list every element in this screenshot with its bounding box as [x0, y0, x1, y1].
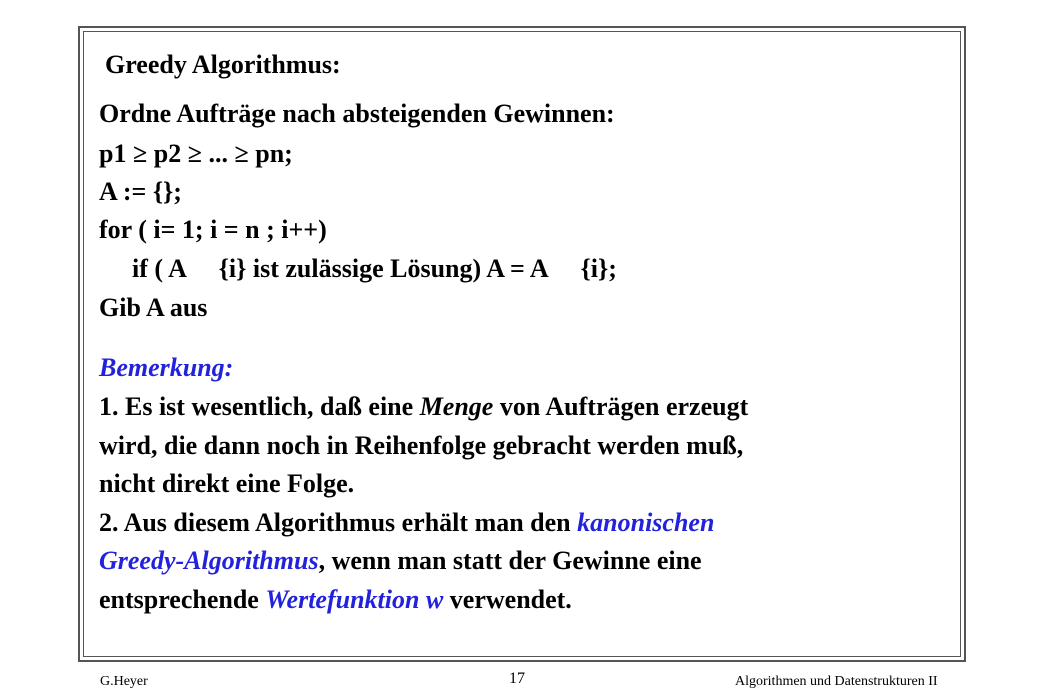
remark-term-wertefunktion: Wertefunktion w [265, 585, 444, 614]
algorithm-line-2: p1 ≥ p2 ≥ ... ≥ pn; [99, 139, 293, 168]
algorithm-line-4: for ( i= 1; i = n ; i++) [99, 215, 327, 244]
algorithm-line-1: Ordne Aufträge nach absteigenden Gewinnen: [99, 99, 615, 128]
remark-paragraph-1-line-3: nicht direkt eine Folge. [99, 469, 355, 498]
remark-paragraph-2-line-1 [99, 505, 714, 541]
algorithm-line-3: A := {}; [99, 177, 182, 206]
remark-text: , wenn man statt der Gewinne eine [318, 546, 702, 575]
remark-text: 1. Es ist wesentlich, daß eine [99, 392, 420, 421]
remark-paragraph-1-line-2: wird, die dann noch in Reihenfolge gebracht werden muß, [99, 431, 744, 460]
algorithm-line-6: Gib A aus [99, 293, 208, 322]
remark-emphasis-menge: Menge [419, 392, 494, 421]
remark-text: verwendet. [443, 585, 572, 614]
remark-term-greedy-algorithmus: Greedy-Algorithmus [99, 546, 319, 575]
remark-paragraph-2-line-3 [99, 582, 572, 618]
remark-heading: Bemerkung: [99, 353, 234, 382]
remark-paragraph-1-line-1 [99, 389, 748, 425]
remark-term-kanonischen: kanonischen [577, 508, 715, 537]
remark-text: entsprechende [99, 585, 266, 614]
footer-course: Algorithmen und Datenstrukturen II [735, 674, 938, 689]
footer-author: G.Heyer [100, 674, 148, 689]
footer-page-number: 17 [509, 670, 525, 687]
remark-paragraph-2-line-2 [99, 543, 702, 579]
algorithm-line-5: if ( A {i} ist zulässige Lösung) A = A {i}; [132, 254, 564, 283]
slide-title: Greedy Algorithmus: [105, 50, 341, 79]
remark-text: von Aufträgen erzeugt [493, 392, 749, 421]
remark-text: 2. Aus diesem Algorithmus erhält man den [99, 508, 578, 537]
